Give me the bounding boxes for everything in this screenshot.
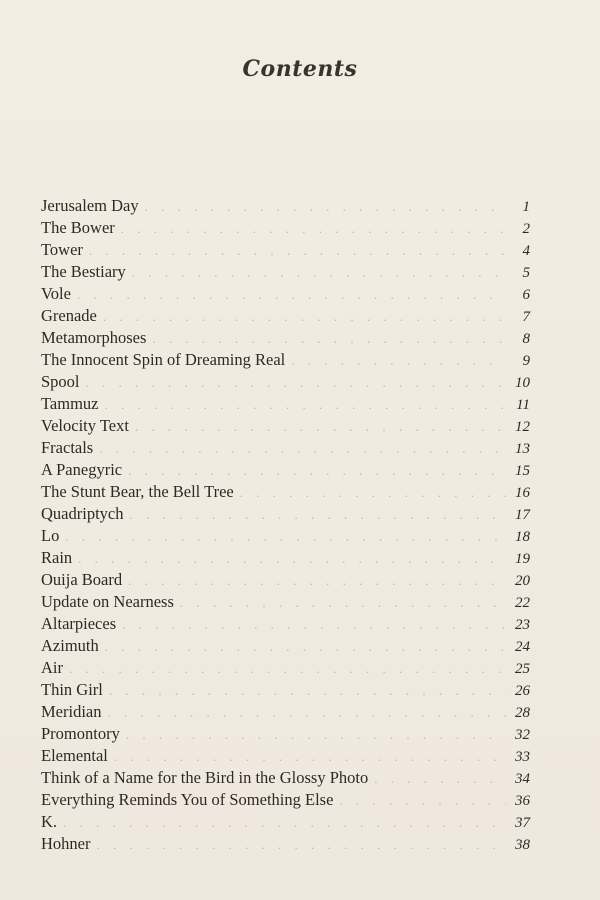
toc-entry [41,217,530,239]
toc-entry-page-number: 17 [515,507,530,523]
dot-leader [105,394,507,416]
dot-leader [132,262,506,284]
toc-entry [41,459,530,481]
toc-entry-title: Altarpieces [41,614,117,633]
toc-entry-title: Tammuz [41,394,99,413]
toc-entry-page-number: 32 [515,727,530,743]
toc-entry-title: The Bower [41,218,115,237]
toc-entry-title: Promontory [41,724,120,743]
toc-entry-title: Vole [41,284,71,303]
table-of-contents [41,195,530,855]
toc-entry-title: Velocity Text [41,416,129,435]
dot-leader [374,768,506,790]
toc-entry-page-number: 19 [515,551,530,567]
dot-leader [128,570,506,592]
dot-leader [145,196,506,218]
dot-leader [291,350,506,372]
toc-entry [41,657,530,679]
toc-entry-page-number: 20 [515,573,530,589]
toc-entry-title: Update on Nearness [41,592,174,611]
toc-entry-page-number: 4 [522,243,530,259]
toc-entry-title: The Bestiary [41,262,126,281]
toc-entry-page-number: 16 [515,485,530,501]
toc-entry-page-number: 10 [515,375,530,391]
dot-leader [152,328,506,350]
toc-entry-page-number: 15 [515,463,530,479]
toc-entry [41,767,530,789]
toc-entry-title: A Panegyric [41,460,123,479]
toc-entry [41,349,530,371]
toc-entry-title: Ouija Board [41,570,123,589]
toc-entry [41,811,530,833]
toc-entry-page-number: 36 [515,793,530,809]
toc-entry [41,613,530,635]
toc-entry-title: Fractals [41,438,94,457]
toc-entry [41,525,530,547]
dot-leader [240,482,506,504]
toc-entry-title: Lo [41,526,60,545]
dot-leader [89,240,506,262]
toc-entry-page-number: 9 [522,353,530,369]
dot-leader [63,812,506,834]
toc-entry-title: Elemental [41,746,108,765]
dot-leader [121,218,506,240]
toc-entry-title: K. [41,812,58,831]
toc-entry-page-number: 24 [515,639,530,655]
toc-entry [41,305,530,327]
dot-leader [78,548,506,570]
toc-entry [41,745,530,767]
toc-entry [41,789,530,811]
toc-entry-page-number: 8 [522,331,530,347]
toc-entry-title: Air [41,658,63,677]
toc-entry-title: Think of a Name for the Bird in the Glossy Photo [41,768,369,787]
toc-entry [41,833,530,855]
toc-entry-title: Tower [41,240,83,259]
toc-entry-page-number: 34 [515,771,530,787]
dot-leader [114,746,506,768]
dot-leader [126,724,506,746]
toc-entry-title: The Innocent Spin of Dreaming Real [41,350,286,369]
toc-entry [41,723,530,745]
dot-leader [109,680,506,702]
toc-entry [41,591,530,613]
toc-entry-page-number: 26 [515,683,530,699]
toc-entry [41,437,530,459]
dot-leader [96,834,506,856]
toc-entry-page-number: 18 [515,529,530,545]
toc-entry [41,415,530,437]
dot-leader [99,438,506,460]
toc-entry-page-number: 25 [515,661,530,677]
toc-entry [41,261,530,283]
toc-entry-title: Rain [41,548,73,567]
dot-leader [65,526,506,548]
toc-entry-title: Azimuth [41,636,99,655]
toc-entry [41,327,530,349]
toc-entry [41,371,530,393]
dot-leader [77,284,506,306]
toc-entry-page-number: 7 [522,309,530,325]
toc-entry-page-number: 37 [515,815,530,831]
toc-entry-page-number: 13 [515,441,530,457]
toc-entry-page-number: 33 [515,749,530,765]
dot-leader [105,636,506,658]
dot-leader [69,658,506,680]
toc-entry-page-number: 6 [522,287,530,303]
toc-entry-title: Thin Girl [41,680,103,699]
dot-leader [180,592,506,614]
toc-entry-title: Everything Reminds You of Something Else [41,790,334,809]
toc-entry [41,701,530,723]
toc-entry-page-number: 28 [515,705,530,721]
dot-leader [122,614,506,636]
toc-entry [41,283,530,305]
toc-entry-title: Jerusalem Day [41,196,139,215]
toc-entry [41,679,530,701]
dot-leader [129,504,506,526]
dot-leader [86,372,506,394]
dot-leader [103,306,506,328]
toc-entry-title: Quadriptych [41,504,124,523]
toc-entry-title: Hohner [41,834,91,853]
toc-entry [41,503,530,525]
dot-leader [339,790,506,812]
toc-entry-page-number: 5 [522,265,530,281]
toc-entry-title: Meridian [41,702,102,721]
toc-entry-title: Metamorphoses [41,328,147,347]
dot-leader [135,416,506,438]
toc-entry-page-number: 11 [516,397,530,413]
toc-entry-page-number: 12 [515,419,530,435]
toc-entry [41,481,530,503]
contents-heading: Contents [242,56,358,82]
toc-entry [41,195,530,217]
toc-entry-title: The Stunt Bear, the Bell Tree [41,482,234,501]
toc-entry [41,569,530,591]
toc-entry-page-number: 22 [515,595,530,611]
dot-leader [128,460,506,482]
toc-entry [41,239,530,261]
toc-entry [41,547,530,569]
toc-entry-title: Grenade [41,306,97,325]
toc-entry-page-number: 2 [522,221,530,237]
toc-entry-page-number: 1 [522,199,530,215]
toc-entry-title: Spool [41,372,80,391]
dot-leader [107,702,506,724]
toc-entry [41,635,530,657]
toc-entry-page-number: 38 [515,837,530,853]
toc-entry [41,393,530,415]
toc-entry-page-number: 23 [515,617,530,633]
